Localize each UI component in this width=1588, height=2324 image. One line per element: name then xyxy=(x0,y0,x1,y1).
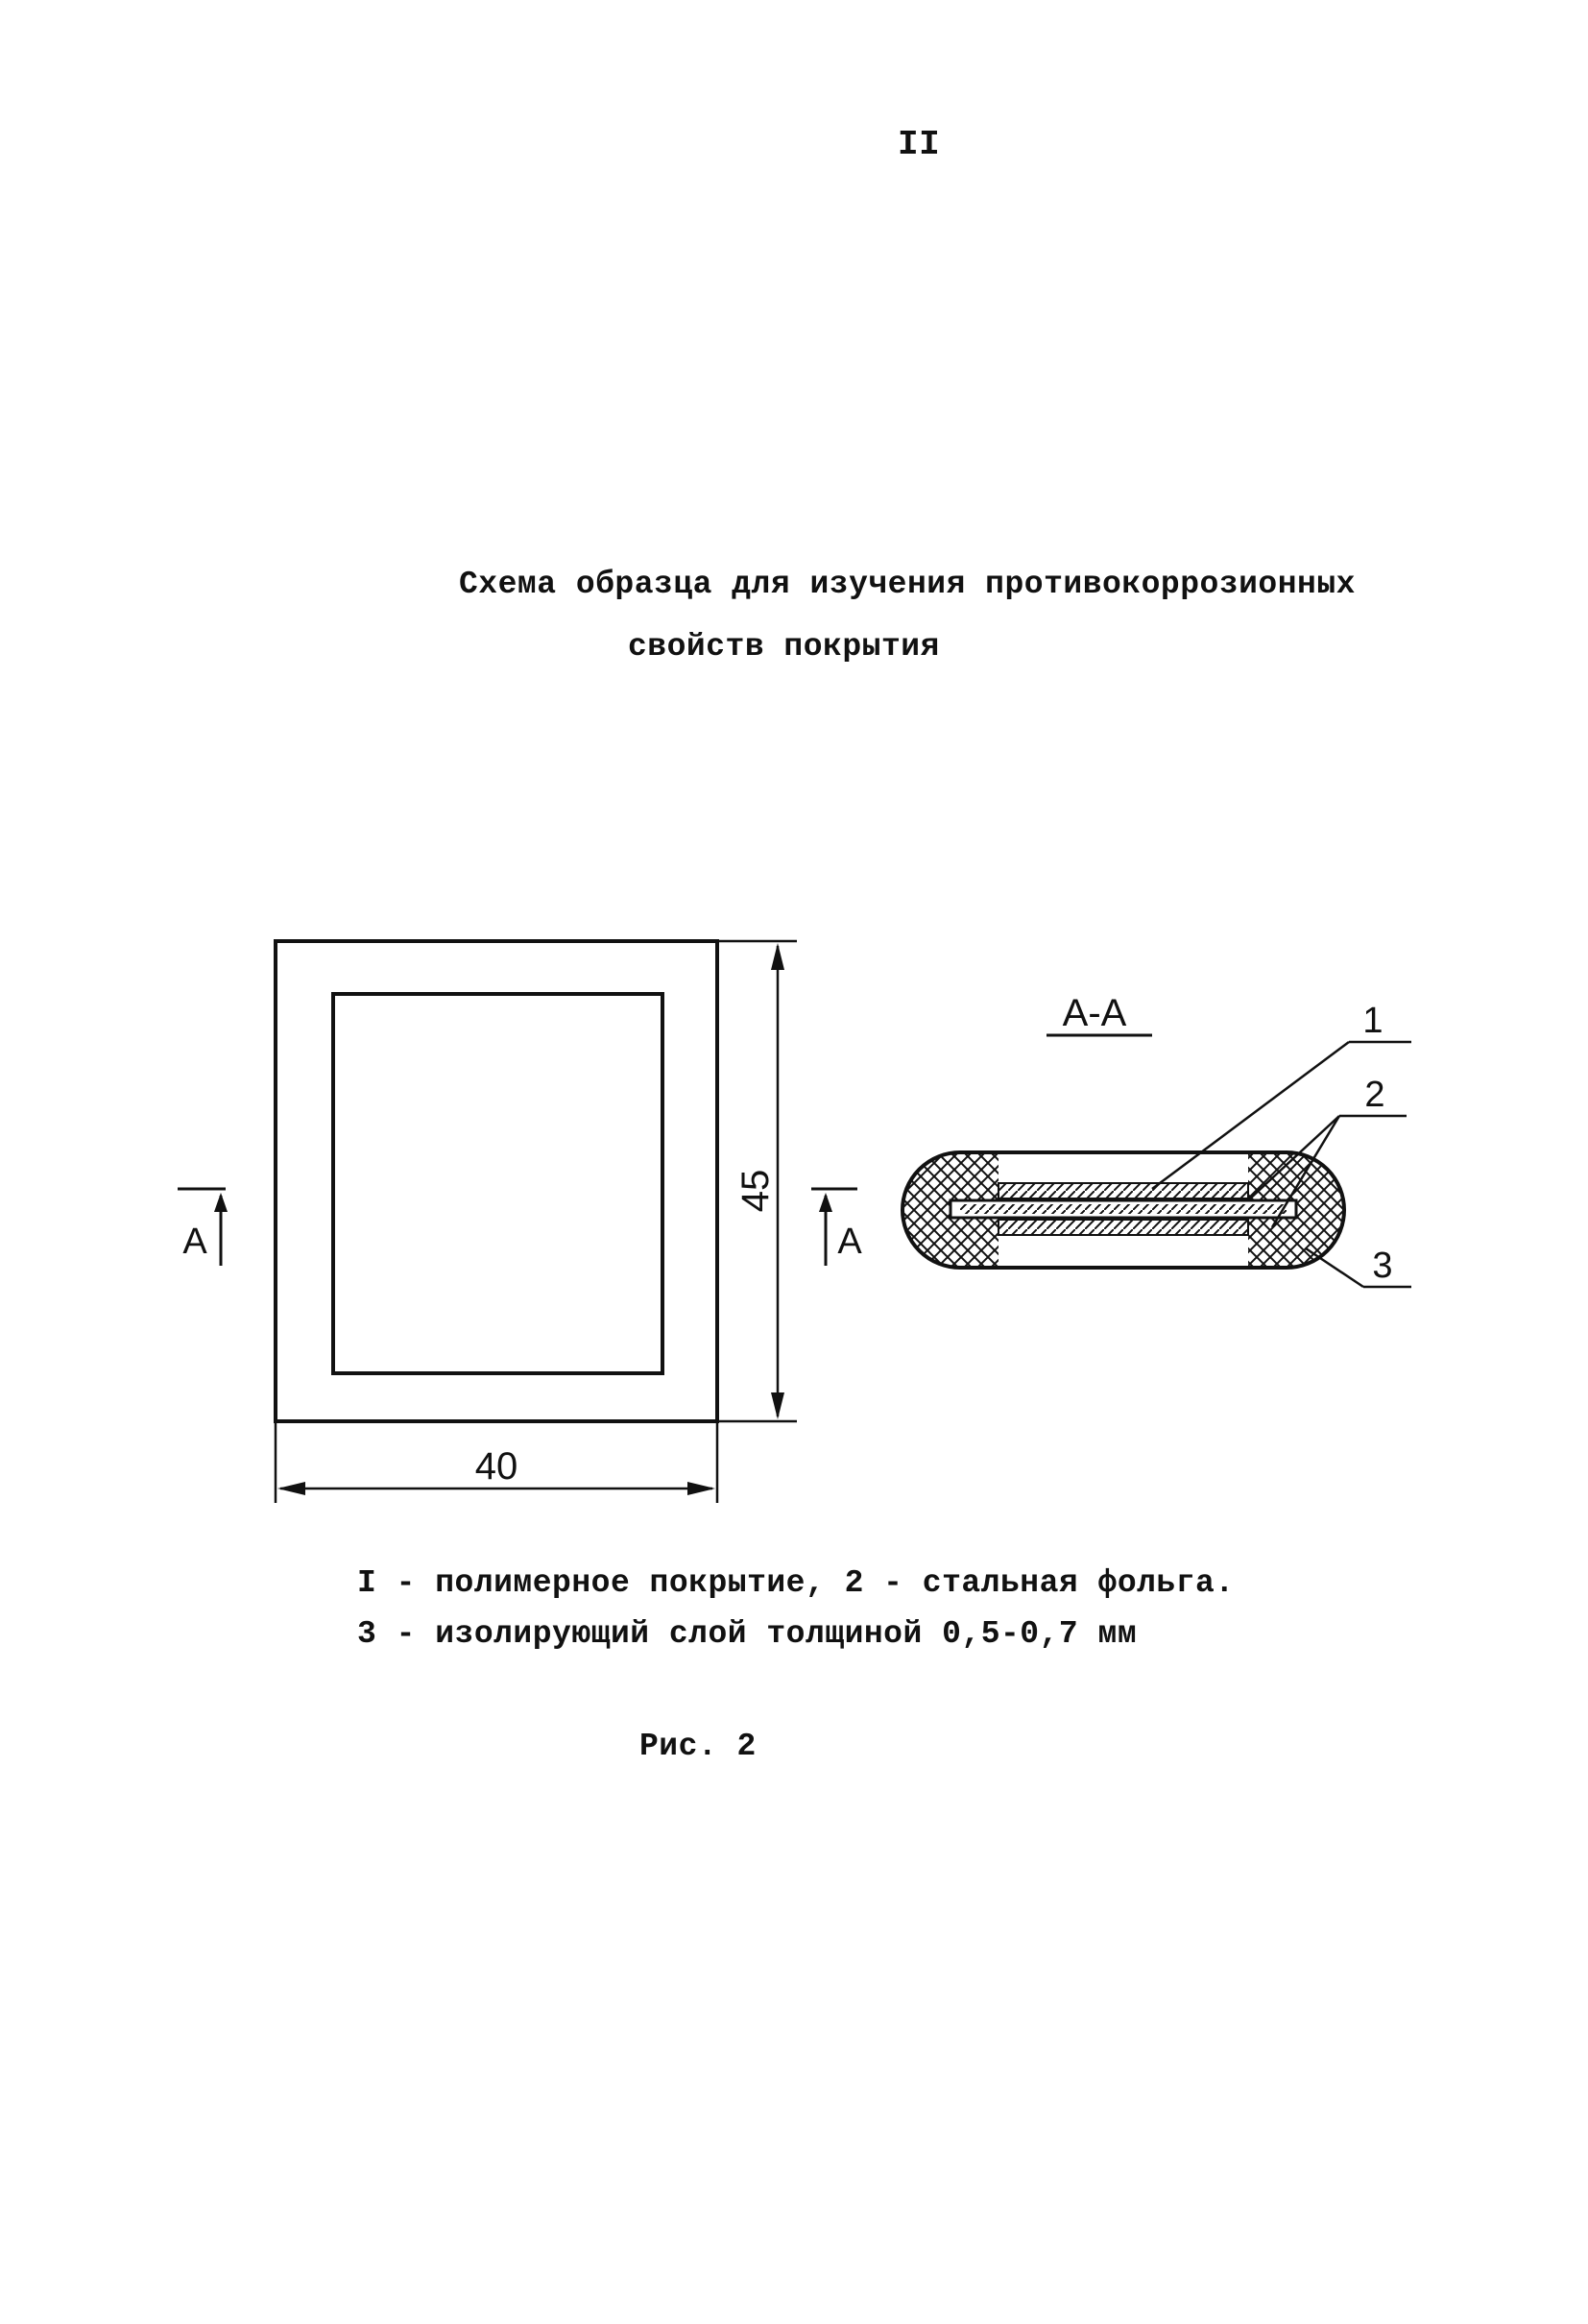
width-dimension xyxy=(276,1421,717,1503)
callout-1-label: 1 xyxy=(1362,1001,1383,1041)
specimen-outer-frame xyxy=(276,941,717,1421)
section-mark-right-label: A xyxy=(837,1222,862,1262)
page-number: II xyxy=(898,125,941,164)
callout-2-label: 2 xyxy=(1364,1075,1385,1115)
width-dimension-label: 40 xyxy=(474,1445,518,1488)
callout-3-label: 3 xyxy=(1372,1246,1393,1286)
section-title: А-А xyxy=(1062,992,1127,1034)
polymer-coating-top xyxy=(999,1183,1248,1198)
legend-line-2: 3 - изолирующий слой толщиной 0,5-0,7 мм xyxy=(357,1616,1138,1652)
section-mark-right xyxy=(811,1189,862,1266)
section-mark-left-label: A xyxy=(182,1222,207,1262)
height-dimension-label: 45 xyxy=(734,1169,777,1213)
section-view xyxy=(893,992,1411,1287)
polymer-coating-bottom xyxy=(999,1220,1248,1235)
legend-line-1: I - полимерное покрытие, 2 - стальная фольга. xyxy=(357,1565,1235,1601)
section-mark-left xyxy=(178,1189,228,1266)
height-dimension xyxy=(717,941,797,1421)
plan-view xyxy=(178,941,862,1503)
title-line-1: Схема образца для изучения противокоррозионных xyxy=(459,567,1356,602)
title-line-2: свойств покрытия xyxy=(628,629,940,665)
specimen-inner-window xyxy=(333,994,662,1373)
figure-label: Рис. 2 xyxy=(639,1729,757,1764)
